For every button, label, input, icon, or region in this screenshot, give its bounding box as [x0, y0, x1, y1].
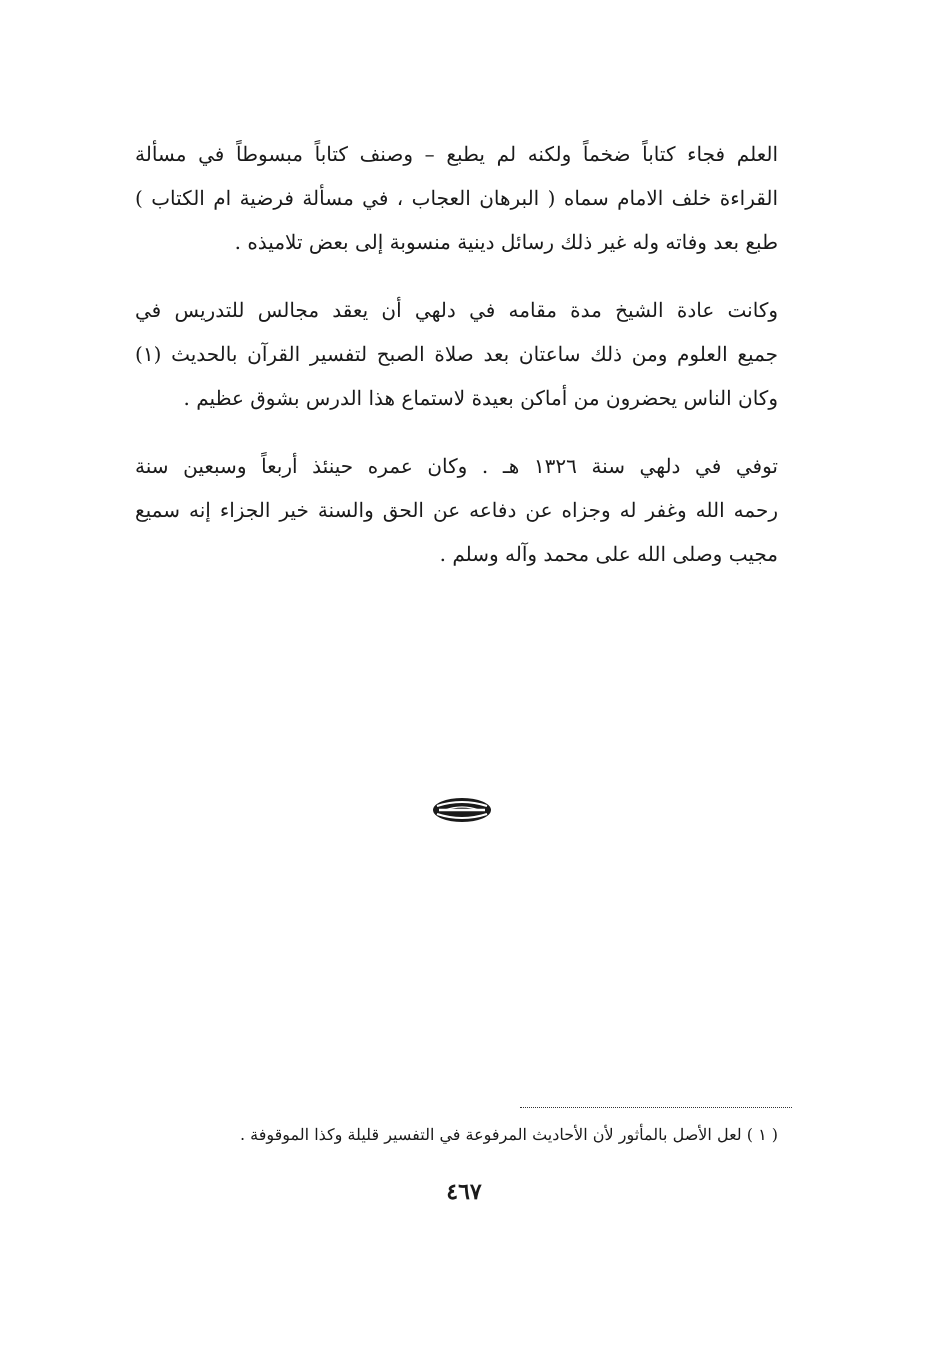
paragraph-line: العلم فجاء كتاباً ضخماً ولكنه لم يطبع – وصنف كتاباً مبسوطاً في مسألة — [135, 142, 778, 166]
footnote: ( ١ ) لعل الأصل بالمأثور لأن الأحاديث المرفوعة في التفسير قليلة وكذا الموقوفة . — [239, 1125, 778, 1144]
paragraph-2 — [135, 288, 778, 420]
footnote-separator — [520, 1107, 792, 1108]
paragraph-line: مجيب وصلى الله على محمد وآله وسلم . — [439, 542, 778, 566]
paragraph-1 — [135, 132, 778, 264]
paragraph-line: القراءة خلف الامام سماه ( البرهان العجاب ، في مسألة فرضية ام الكتاب ) — [135, 186, 778, 210]
paragraph-line: رحمه الله وغفر له وجزاه عن دفاعه عن الحق والسنة خير الجزاء إنه سميع — [135, 498, 778, 522]
paragraph-line: وكانت عادة الشيخ مدة مقامه في دلهي أن يعقد مجالس للتدريس في — [135, 298, 778, 322]
book-ornament-icon — [431, 796, 493, 824]
paragraph-line: توفي في دلهي سنة ١٣٢٦ هـ . وكان عمره حينئذ أربعاً وسبعين سنة — [135, 454, 778, 478]
page-number: ٤٦٧ — [446, 1179, 482, 1205]
paragraph-line: وكان الناس يحضرون من أماكن بعيدة لاستماع هذا الدرس بشوق عظيم . — [183, 386, 778, 410]
paragraph-line: جميع العلوم ومن ذلك ساعتان بعد صلاة الصبح لتفسير القرآن بالحديث (١) — [135, 342, 778, 366]
paragraph-line: طبع بعد وفاته وله غير ذلك رسائل دينية منسوبة إلى بعض تلاميذه . — [234, 230, 778, 254]
paragraph-3 — [135, 444, 778, 576]
